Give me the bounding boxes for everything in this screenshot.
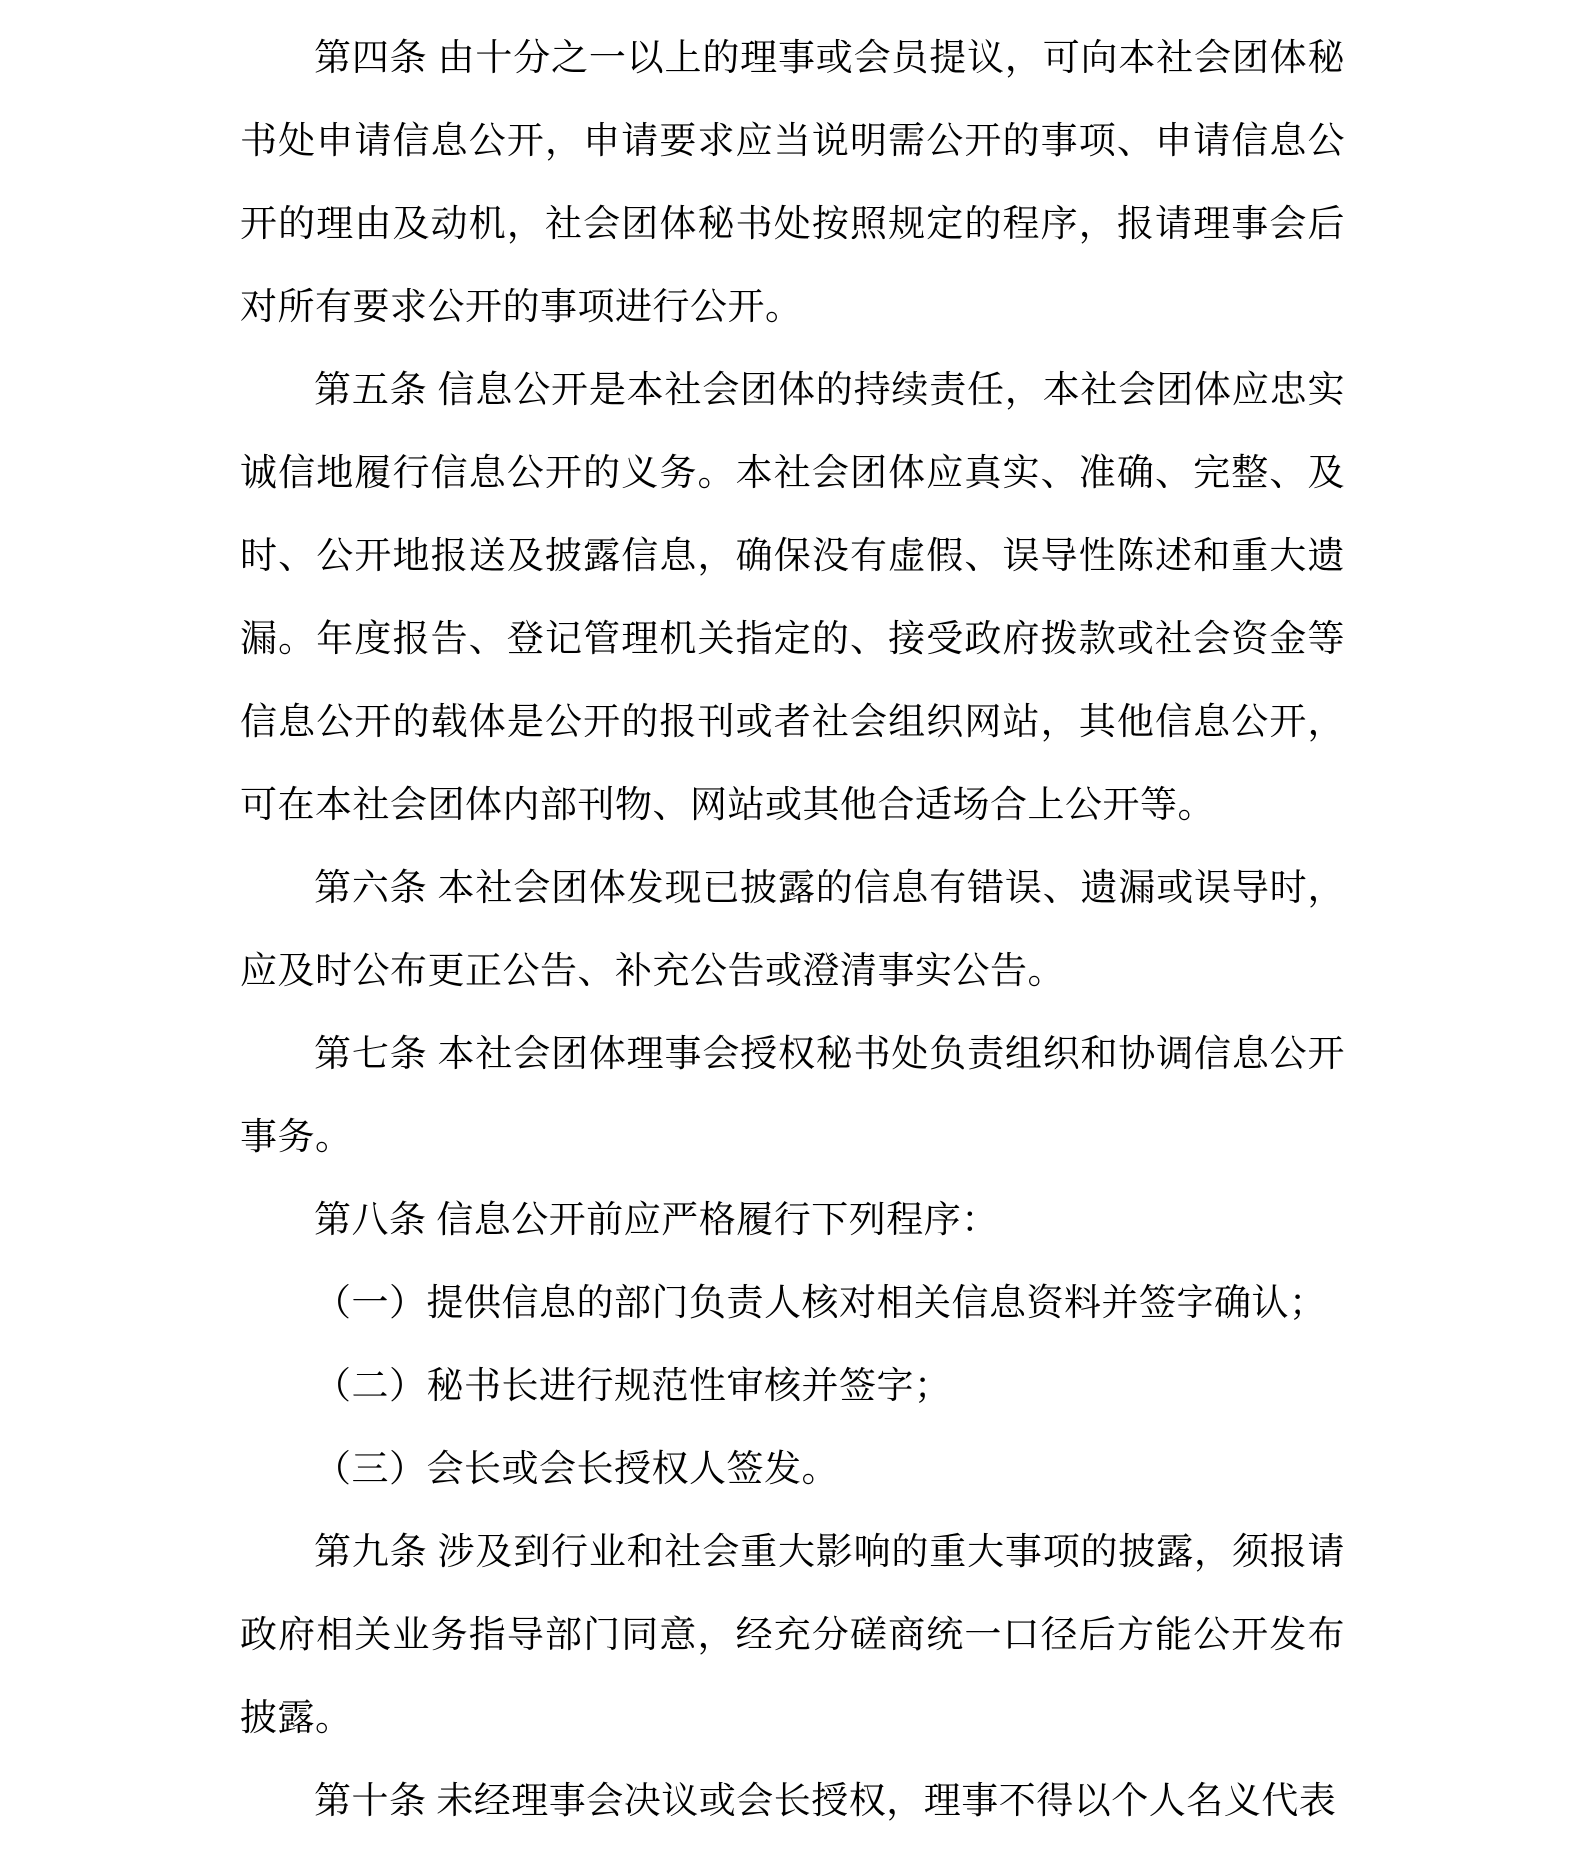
- paragraph-article-6: 第六条 本社会团体发现已披露的信息有错误、遗漏或误导时，应及时公布更正公告、补充公告或澄清事实公告。: [240, 868, 1345, 992]
- paragraph-article-10: 第十条 未经理事会决议或会长授权，理事不得以个人名义代表: [314, 1781, 1337, 1822]
- paragraph-article-8: 第八条 信息公开前应严格履行下列程序：: [314, 1200, 999, 1241]
- paragraph-article-7: 第七条 本社会团体理事会授权秘书处负责组织和协调信息公开事务。: [240, 1034, 1345, 1158]
- document-body: [240, 17, 1345, 1843]
- paragraph-article-8-item-2: （二）秘书长进行规范性审核并签字；: [314, 1366, 952, 1407]
- paragraph-article-8-item-1: （一）提供信息的部门负责人核对相关信息资料并签字确认；: [314, 1283, 1327, 1324]
- paragraph-article-5: 第五条 信息公开是本社会团体的持续责任，本社会团体应忠实诚信地履行信息公开的义务。本社会团体应真实、准确、完整、及时、公开地报送及披露信息，确保没有虚假、误导性陈述和重大遗漏。年度报告、登记管理机关指定的、接受政府拨款或社会资金等信息公开的载体是公开的报刊或者社会组织网站，其他信息公开，可在本社会团体内部刊物、网站或其他合适场合上公开等。: [240, 370, 1345, 826]
- paragraph-article-4: 第四条 由十分之一以上的理事或会员提议，可向本社会团体秘书处申请信息公开，申请要求应当说明需公开的事项、申请信息公开的理由及动机，社会团体秘书处按照规定的程序，报请理事会后对所有要求公开的事项进行公开。: [240, 38, 1345, 328]
- paragraph-article-8-item-3: （三）会长或会长授权人签发。: [314, 1449, 839, 1490]
- paragraph-article-9: 第九条 涉及到行业和社会重大影响的重大事项的披露，须报请政府相关业务指导部门同意，经充分磋商统一口径后方能公开发布披露。: [240, 1532, 1345, 1739]
